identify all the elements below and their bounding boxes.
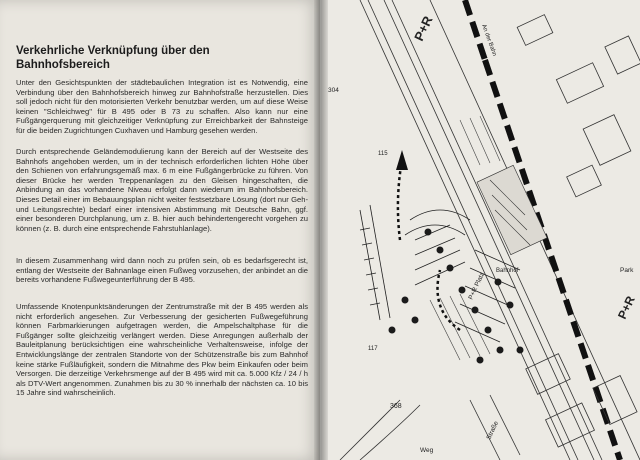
hatched-area-west <box>430 116 500 360</box>
label-weg: Weg <box>420 447 434 454</box>
label-street-top: An der Bahn <box>480 23 498 58</box>
paragraph-pedestrian-link: Unter den Gesichtspunkten der städtebaulichen Integration ist es Notwendig, eine Verbindung über den Bahnhofsbereich hinweg zur Bahnhofstraße herzustellen. Dies soll jedoch nicht für den motorisierten Verkehr benutzbar werden, um auf diese Weise keinen "Schleichweg" für B 495 oder B 73 zu schaffen. Also kann nur eine Fußgängerquerung mit gleichzeitiger Verknüpfung zur Erreichbarkeit der Bahnsteige für die beiden Zugrichtungen Cuxhaven und Hamburg gesehen werden. <box>16 78 308 135</box>
paragraph-footbridge: Durch entsprechende Geländemodulierung kann der Bereich auf der Westseite des Bahnhofs angehoben werden, um in der technisch erforderlichen lichten Höhe über den Schienen von erfahrungsgemäß max. 6 m eine Fußgängerbrücke zu führen. Von dieser Brücke her werden Treppenanlagen zu den Gleisen hingeschaften, die Anbindung an das vorhandene Niveau erfolgt dann wiederum im Bahnhofsbereich. Dieses Detail einer im Bebauungsplan nicht weiter festsetzbare Lösung (dort nur Geh- und Leitungsrechte) bedarf einer intensiven Abstimmung mit Deutsche Bahn, ggf. einer besonderen Durchplanung, um z. B. hier auch behindertengerecht vorgehen zu können (z. B. durch eine entsprechende Fahrstuhlanlage). <box>16 147 308 233</box>
stairs <box>360 205 390 320</box>
label-parcel-115: 115 <box>378 151 388 157</box>
label-parcel-368: 368 <box>390 403 402 410</box>
buildings <box>517 15 640 197</box>
label-bahnhof: Bahnhof <box>496 268 519 274</box>
label-pr-right: P+R <box>615 293 638 322</box>
site-plan-map <box>320 0 640 460</box>
label-parcel-304: 304 <box>328 87 339 94</box>
section-heading: Verkehrliche Verknüpfung über den Bahnhofsbereich <box>16 45 210 71</box>
label-pr-platz: P+R Platz <box>467 271 487 301</box>
label-pr-top: P+R <box>411 13 436 44</box>
label-strasse: Straße <box>485 420 501 441</box>
right-page-map <box>320 0 640 460</box>
paragraph-traffic: Umfassende Knotenpunktsänderungen der Zentrumstraße mit der B 495 werden als nicht erforderlich angesehen. Zur Verbesserung der gesicherten Fußwegeführung können Farbmarkierungen aufgetragen werden, die Ampelschaltphase für die Fußgänger sollte gleichzeitig verlängert werden. Diese Anregungen außerhalb der Bauleitplanung berücksichtigen eine wahrscheinliche Verhaltensweise, infolge der Entwicklungslänge der zentralen Standorte von der Schützenstraße bis zum Bahnhof keine stärke Fußläufigkeit, sondern die Mitnahme des Pkw beim Einkaufen oder beim Versorgen. Die derzeitige Verkehrsmenge auf der B 495 wird mit ca. 5.000 Kfz / 24 / h als DTV-Wert angenommen. Zunahmen bis zu 30 % innerhalb der nächsten ca. 10 bis 15 Jahre sind wahrscheinlich. <box>16 302 308 398</box>
book-gutter <box>314 0 328 460</box>
paragraph-footpath: In diesem Zusammenhang wird dann noch zu prüfen sein, ob es bedarfsgerecht ist, entlang der Westseite der Bahnanlage einen Fußweg vorzusehen, der anbindet an die bereits vorhandene Fußwegeunterführung der B 495. <box>16 256 308 285</box>
label-park: Park <box>620 267 634 274</box>
arrow-head <box>396 150 408 170</box>
label-parcel-117: 117 <box>368 346 378 352</box>
footpath-arrow <box>398 160 460 330</box>
